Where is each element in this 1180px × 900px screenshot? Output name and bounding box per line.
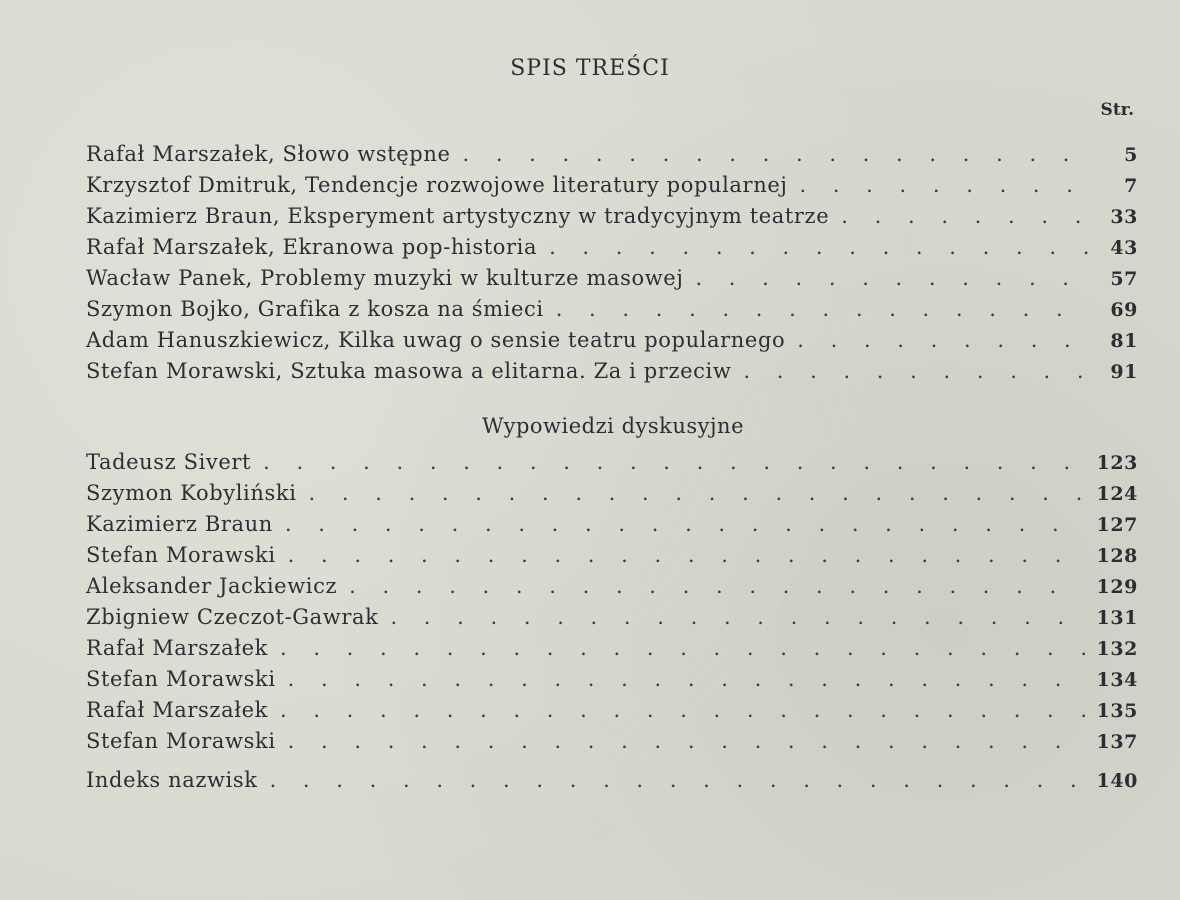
dot-leader [390,605,1084,629]
page-title: SPIS TREŚCI [510,56,670,81]
discussion-entries-list [86,450,1138,760]
dot-leader [285,512,1085,536]
dot-leader [263,450,1084,474]
entry-title: Szymon Kobyliński [86,481,297,505]
entry-title: Stefan Morawski [86,543,276,567]
entry-title: Wacław Panek, Problemy muzyki w kulturze masowej [86,266,684,290]
toc-entry [86,266,1138,297]
entry-title: Adam Hanuszkiewicz, Kilka uwag o sensie teatru popularnego [86,328,786,352]
toc-entry [86,173,1138,204]
entry-title: Zbigniew Czeczot-Gawrak [86,605,379,629]
page-column-label: Str. [1100,100,1134,120]
dot-leader [280,636,1085,660]
toc-entry [86,359,1138,390]
index-entry-list [86,768,1138,799]
entry-page: 5 [1124,144,1138,166]
entry-page: 123 [1096,452,1138,474]
entry-page: 137 [1096,731,1138,753]
entry-page: 127 [1096,514,1138,536]
entry-page: 33 [1110,206,1138,228]
toc-entry [86,235,1138,266]
dot-leader [695,266,1090,290]
entry-page: 131 [1096,607,1138,629]
toc-entry [86,297,1138,328]
dot-leader [841,204,1090,228]
toc-entry [86,768,1138,799]
toc-entry [86,512,1138,543]
entry-title: Kazimierz Braun [86,512,273,536]
toc-entry [86,574,1138,605]
toc-entry [86,204,1138,235]
toc-entry [86,450,1138,481]
dot-leader [270,768,1085,792]
entry-title: Stefan Morawski, Sztuka masowa a elitarna. Za i przeciw [86,359,732,383]
entry-page: 81 [1110,330,1138,352]
entry-page: 135 [1096,700,1138,722]
entry-page: 43 [1110,237,1138,259]
entry-page: 132 [1096,638,1138,660]
entry-page: 129 [1096,576,1138,598]
dot-leader [556,297,1090,321]
dot-leader [288,729,1085,753]
dot-leader [349,574,1084,598]
dot-leader [797,328,1090,352]
entry-page: 124 [1096,483,1138,505]
toc-entry [86,698,1138,729]
entry-title: Krzysztof Dmitruk, Tendencje rozwojowe literatury popularnej [86,173,788,197]
toc-entry [86,481,1138,512]
entry-page: 69 [1110,299,1138,321]
dot-leader [743,359,1090,383]
entry-title: Stefan Morawski [86,729,276,753]
discussion-heading: Wypowiedzi dyskusyjne [481,414,745,438]
entry-title: Stefan Morawski [86,667,276,691]
dot-leader [288,543,1085,567]
entry-page: 91 [1110,361,1138,383]
toc-entry [86,667,1138,698]
entry-page: 128 [1096,545,1138,567]
dot-leader [462,142,1090,166]
entry-title: Rafał Marszałek [86,636,268,660]
entry-page: 134 [1096,669,1138,691]
entry-page: 7 [1124,175,1138,197]
dot-leader [799,173,1090,197]
entry-page: 57 [1110,268,1138,290]
entry-title: Aleksander Jackiewicz [86,574,338,598]
entry-title: Tadeusz Sivert [86,450,252,474]
toc-entry [86,142,1138,173]
entry-title: Kazimierz Braun, Eksperyment artystyczny w tradycyjnym teatrze [86,204,830,228]
toc-entry [86,605,1138,636]
main-entries-list [86,142,1138,390]
dot-leader [280,698,1085,722]
entry-title: Rafał Marszałek [86,698,268,722]
dot-leader [309,481,1085,505]
entry-title: Indeks nazwisk [86,768,258,792]
entry-page: 140 [1096,770,1138,792]
toc-entry [86,729,1138,760]
toc-entry [86,636,1138,667]
entry-title: Rafał Marszałek, Ekranowa pop-historia [86,235,538,259]
toc-entry [86,328,1138,359]
dot-leader [549,235,1090,259]
entry-title: Szymon Bojko, Grafika z kosza na śmieci [86,297,544,321]
toc-entry [86,543,1138,574]
entry-title: Rafał Marszałek, Słowo wstępne [86,142,451,166]
dot-leader [288,667,1085,691]
